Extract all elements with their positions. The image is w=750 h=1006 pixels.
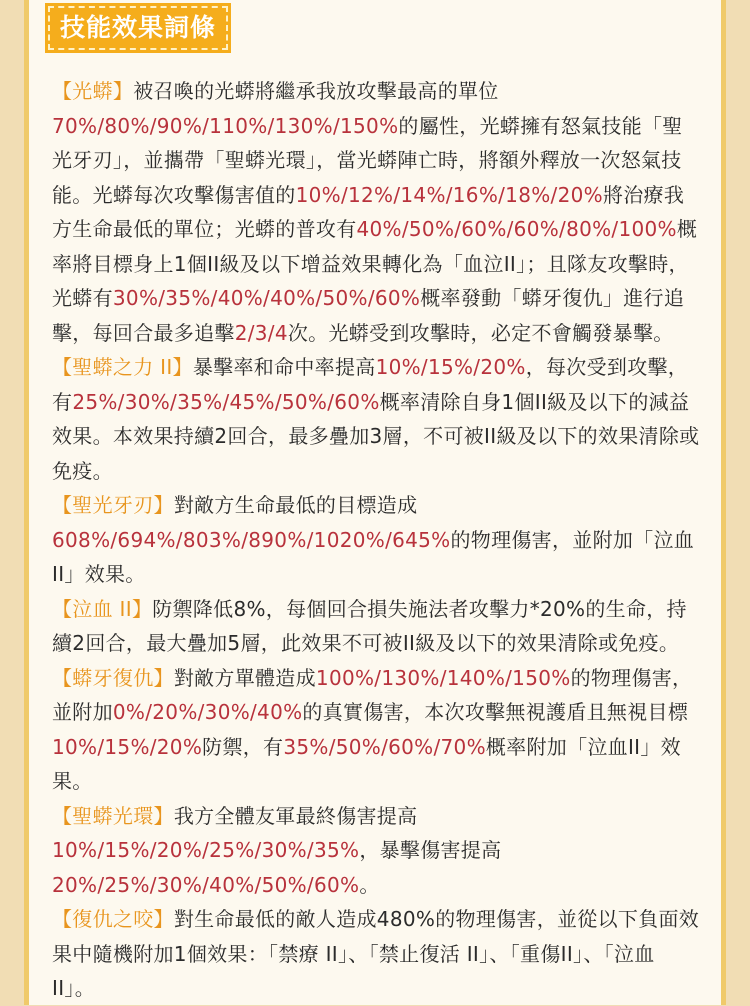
skill-entry-text: 。	[359, 872, 380, 897]
skill-entry-tag: 【聖蟒之力 II】	[52, 355, 193, 379]
skill-entry-text: 的真實傷害，本次攻擊無視護盾且無視目標	[302, 700, 689, 724]
skill-entry-tag: 【泣血 II】	[52, 596, 153, 621]
skill-entry	[52, 350, 702, 488]
skill-entry-tag: 【復仇之咬】	[52, 907, 174, 931]
skill-value-highlight: 10%/15%/20%	[52, 734, 203, 759]
skill-entry-tag: 【蟒牙復仇】	[52, 665, 174, 690]
skill-value-highlight: 608%/694%/803%/890%/1020%/645%	[52, 527, 451, 552]
skill-entry-text: 概率將目標身上1個II級及以下增益效果轉化為「血泣II」；且隊友攻擊時，光蟒有	[52, 217, 698, 310]
skill-value-highlight: 100%/130%/140%/150%	[315, 665, 571, 690]
skill-value-highlight: 70%/80%/90%/110%/130%/150%	[52, 113, 399, 138]
skill-entry-text: 次。光蟒受到攻擊時，必定不會觸發暴擊。	[287, 320, 674, 345]
skill-entry-text: 概率清除自身1個II級及以下的減益效果。本效果持續2回合，最多疊加3層，不可被II級及以下的效果清除或免疫。	[52, 389, 700, 483]
skill-entry-text: 概率附加「泣血II」效果。	[52, 734, 681, 793]
skill-value-highlight: 35%/50%/60%/70%	[283, 734, 486, 759]
skill-entry-text: 對敵方單體造成	[173, 665, 316, 690]
skill-value-highlight: 10%/12%/14%/16%/18%/20%	[295, 182, 603, 207]
skill-value-highlight: 20%/25%/30%/40%/50%/60%	[52, 872, 360, 897]
skill-entry-text: 我方全體友軍最終傷害提高	[173, 803, 418, 828]
skill-value-highlight: 10%/15%/20%	[375, 355, 526, 379]
skill-value-highlight: 40%/50%/60%/60%/80%/100%	[356, 217, 677, 241]
skill-entry-text: ，每次受到攻擊，有	[52, 355, 689, 414]
skill-value-highlight: 10%/15%/20%/25%/30%/35%	[52, 838, 360, 862]
skill-entry-text: 對生命最低的敵人造成480%的物理傷害，並從以下負面效果中隨機附加1個效果：「禁療 II」、「禁止復活 II」、「重傷II」、「泣血 II」。	[52, 907, 700, 1000]
skill-entry-list	[52, 74, 702, 1006]
skill-entry-text: 概率發動「蟒牙復仇」進行追擊，每回合最多追擊	[52, 286, 685, 345]
skill-entry	[52, 488, 702, 592]
section-title: 技能效果詞條	[48, 6, 228, 50]
skill-entry-text: 防禦降低8%，每個回合損失施法者攻擊力*20%的生命，持續2回合，最大疊加5層，此效果不可被II級及以下的效果清除或免疫。	[52, 596, 687, 655]
skill-entry-text: 的物理傷害，並附加	[52, 665, 693, 724]
skill-value-highlight: 25%/30%/35%/45%/50%/60%	[72, 389, 380, 414]
skill-entry-text: 防禦，有	[202, 734, 284, 759]
skill-value-highlight: 2/3/4	[234, 320, 288, 345]
skill-entry-tag: 【聖光牙刃】	[52, 493, 174, 517]
skill-entry	[52, 902, 702, 1006]
section-header	[48, 6, 228, 50]
skill-entry-text: ，暴擊傷害提高	[359, 838, 502, 862]
skill-entry-text: 被召喚的光蟒將繼承我放攻擊最高的單位	[133, 79, 499, 103]
skill-value-highlight: 0%/20%/30%/40%	[112, 700, 303, 724]
skill-value-highlight: 30%/35%/40%/40%/50%/60%	[112, 286, 421, 310]
skill-entry-text: 的物理傷害，並附加「泣血II」效果。	[52, 527, 695, 586]
skill-entry-text: 將治療我方生命最低的單位；光蟒的普攻有	[52, 182, 685, 241]
skill-entry	[52, 74, 702, 350]
skill-entry	[52, 661, 702, 799]
skill-entry	[52, 592, 702, 661]
skill-entry-text: 暴擊率和命中率提高	[192, 355, 376, 379]
skill-entry-text: 對敵方生命最低的目標造成	[173, 493, 418, 517]
skill-entry-tag: 【聖蟒光環】	[52, 803, 174, 828]
skill-entry-tag: 【光蟒】	[52, 79, 134, 103]
skill-entry	[52, 799, 702, 903]
skill-entry-text: 的屬性，光蟒擁有怒氣技能「聖光牙刃」，並攜帶「聖蟒光環」，當光蟒陣亡時，將額外釋放一次怒氣技能。光蟒每次攻擊傷害值的	[52, 113, 683, 207]
